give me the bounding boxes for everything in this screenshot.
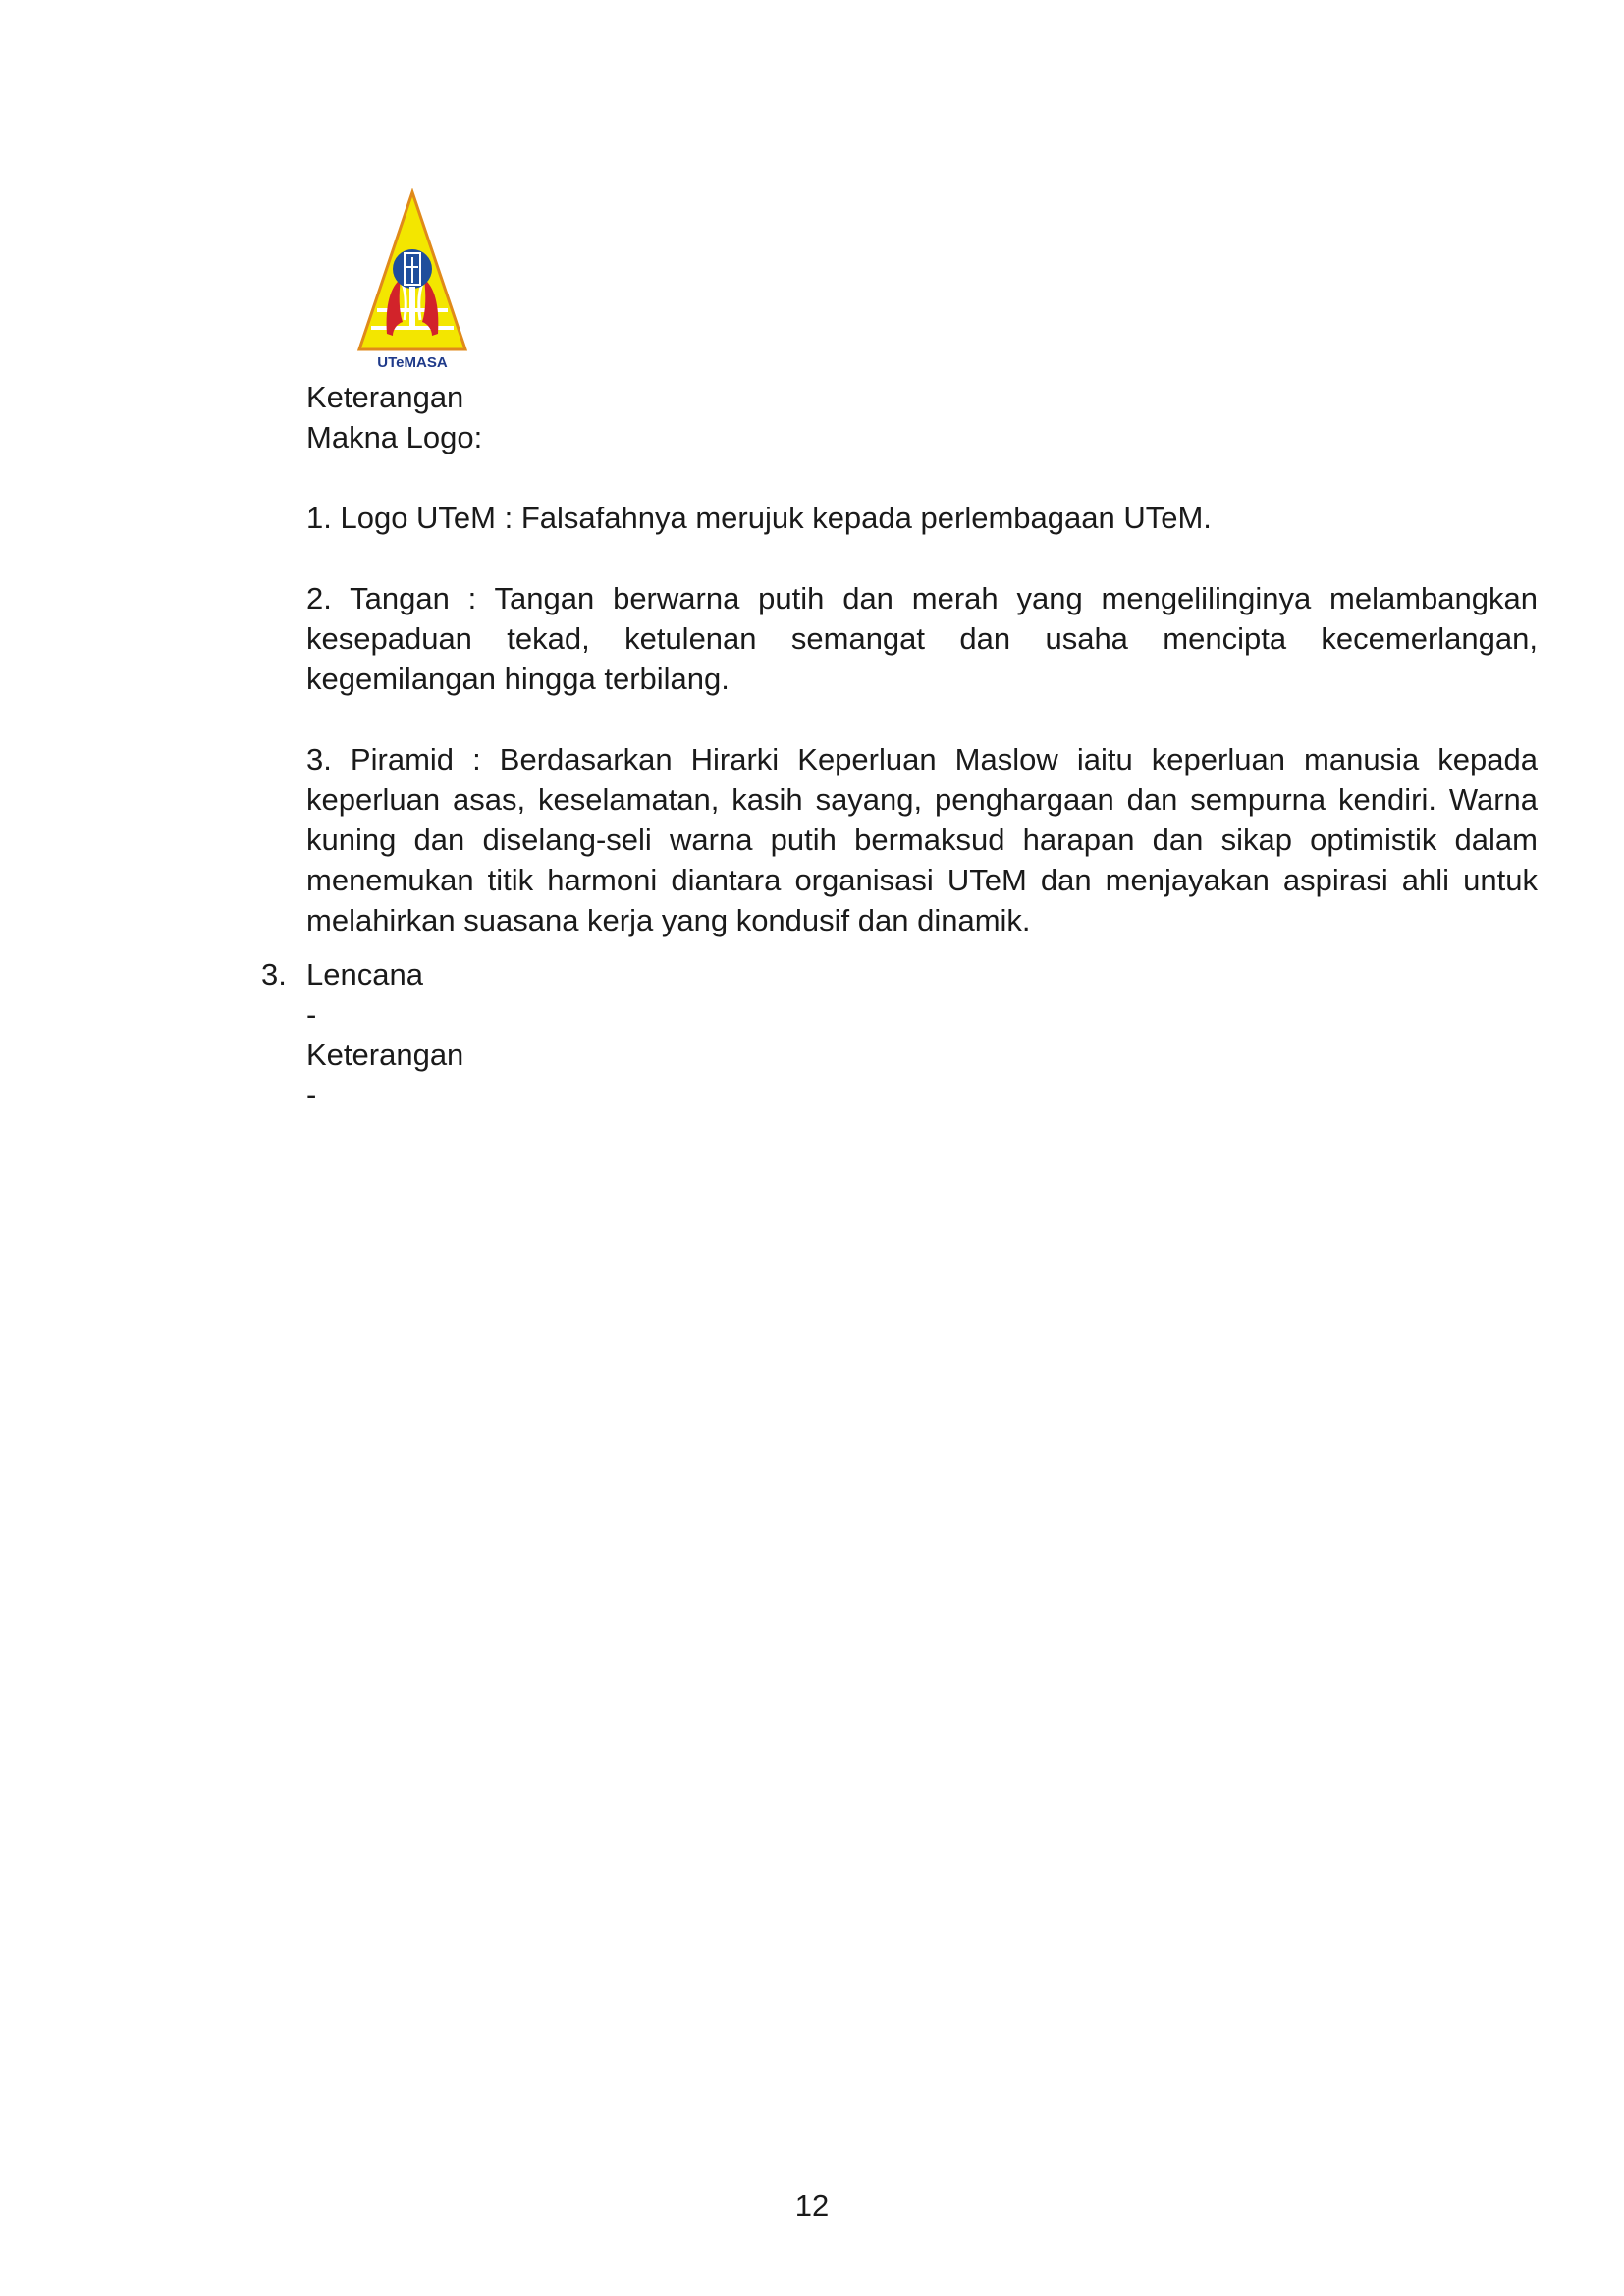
lencana-section bbox=[261, 954, 1538, 1115]
lencana-title: Lencana bbox=[306, 957, 423, 991]
makna-item-2: 2. Tangan : Tangan berwarna putih dan merah yang mengelilinginya melambangkan kesepaduan tekad, ketulenan semangat dan usaha mencipta kecemerlangan, kegemilangan hingga terbilang. bbox=[306, 581, 1538, 696]
main-content bbox=[261, 377, 1538, 1115]
makna-item-1: 1. Logo UTeM : Falsafahnya merujuk kepada perlembagaan UTeM. bbox=[306, 501, 1212, 535]
lencana-keterangan-label: Keterangan bbox=[306, 1038, 464, 1072]
lencana-value: - bbox=[306, 997, 317, 1032]
utemasa-logo bbox=[355, 188, 469, 373]
page-number: 12 bbox=[794, 2188, 830, 2222]
makna-item-3: 3. Piramid : Berdasarkan Hirarki Keperluan Maslow iaitu keperluan manusia kepada keperluan asas, keselamatan, kasih sayang, penghargaan dan sempurna kendiri. Warna kuning dan diselang-seli warna putih bermaksud harapan dan sikap optimistik dalam menemukan titik harmoni diantara organisasi UTeM dan menjayakan aspirasi ahli untuk melahirkan suasana kerja yang kondusif dan dinamik. bbox=[306, 742, 1538, 937]
keterangan-label: Keterangan bbox=[306, 380, 464, 414]
lencana-keterangan-value: - bbox=[306, 1078, 317, 1112]
makna-logo-label: Makna Logo: bbox=[306, 420, 483, 454]
lencana-number: 3. bbox=[261, 957, 287, 991]
logo-caption: UTeMASA bbox=[377, 354, 448, 371]
